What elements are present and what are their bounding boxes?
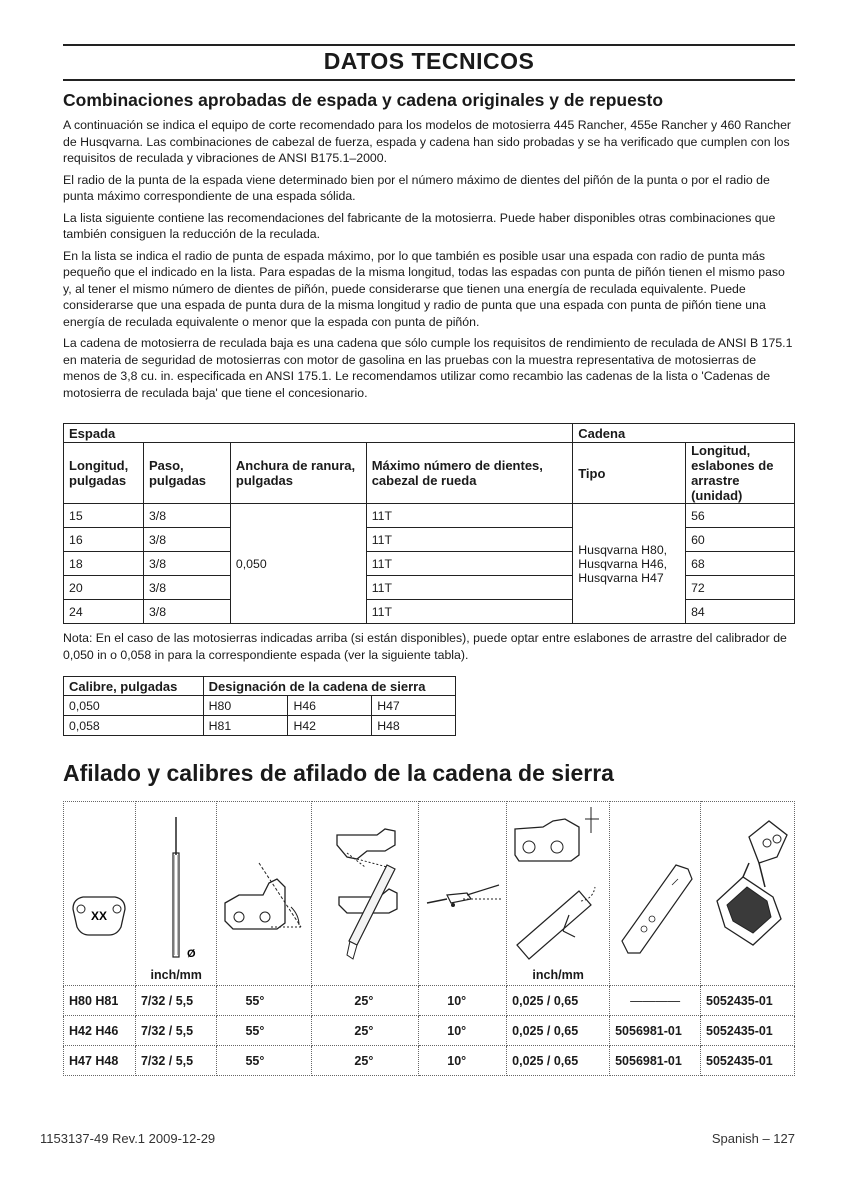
document-number: 1153137-49 Rev.1 2009-12-29 bbox=[40, 1131, 216, 1146]
chain-type: Husqvarna H46, bbox=[578, 556, 668, 571]
round-file-icon bbox=[156, 815, 196, 965]
cell-pitch: 3/8 bbox=[143, 600, 230, 624]
depth-gauge-cell bbox=[507, 802, 610, 986]
col-header-length: Longitud, pulgadas bbox=[64, 443, 144, 504]
file-tilt-cell bbox=[419, 802, 507, 986]
table-cell: 55° bbox=[217, 1016, 312, 1046]
table-row bbox=[64, 716, 456, 736]
note-text: Nota: En el caso de las motosierras indicadas arriba (si están disponibles), puede optar entre eslabones de arrastre del calibrador de 0,050 in o 0,058 in para la correspondiente espada (ver la siguiente tabla). bbox=[63, 631, 787, 662]
section-heading-sharpening: Afilado y calibres de afilado de la cadena de sierra bbox=[63, 760, 614, 786]
file-tilt-icon bbox=[423, 865, 503, 925]
cutter-marking-cell bbox=[64, 802, 136, 986]
table-cell: 7/32 / 5,5 bbox=[135, 1046, 217, 1076]
table-cell: H47 H48 bbox=[64, 1046, 136, 1076]
gauge-table bbox=[63, 676, 456, 736]
table-cell: H42 bbox=[288, 716, 372, 736]
cell-pitch: 3/8 bbox=[143, 576, 230, 600]
cell-pitch: 3/8 bbox=[143, 528, 230, 552]
chain-type: Husqvarna H47 bbox=[578, 570, 664, 585]
cell-teeth: 11T bbox=[366, 600, 573, 624]
cell-length: 24 bbox=[64, 600, 144, 624]
table-row bbox=[64, 552, 795, 576]
table-cell: 5052435-01 bbox=[701, 986, 795, 1016]
table-cell: 25° bbox=[312, 986, 419, 1016]
table-cell: 5052435-01 bbox=[701, 1016, 795, 1046]
col-header-gauge: Anchura de ranura, pulgadas bbox=[230, 443, 366, 504]
table-cell: 7/32 / 5,5 bbox=[135, 1016, 217, 1046]
chain-type: Husqvarna H80, bbox=[578, 542, 668, 557]
cell-teeth: 11T bbox=[366, 576, 573, 600]
col-header-drive-links: Longitud, eslabones de arrastre (unidad) bbox=[686, 443, 795, 504]
col-header-type: Tipo bbox=[573, 443, 686, 504]
table-cell: 7/32 / 5,5 bbox=[135, 986, 217, 1016]
table-row bbox=[64, 600, 795, 624]
cell-teeth: 11T bbox=[366, 552, 573, 576]
table-cell: 55° bbox=[217, 986, 312, 1016]
cutter-marking-icon bbox=[65, 881, 133, 951]
cell-links: 56 bbox=[686, 504, 795, 528]
cell-pitch: 3/8 bbox=[143, 552, 230, 576]
table-row bbox=[64, 986, 795, 1016]
table-row bbox=[64, 696, 456, 716]
table-row bbox=[64, 1046, 795, 1076]
table-cell: 10° bbox=[419, 986, 507, 1016]
cell-length: 16 bbox=[64, 528, 144, 552]
cell-links: 72 bbox=[686, 576, 795, 600]
cell-length: 18 bbox=[64, 552, 144, 576]
unit-label-file: inch/mm bbox=[150, 968, 202, 982]
table-cell: 10° bbox=[419, 1016, 507, 1046]
table-cell: H81 bbox=[203, 716, 288, 736]
table-cell: H46 bbox=[288, 696, 372, 716]
table-cell: 10° bbox=[419, 1046, 507, 1076]
page-number: Spanish – 127 bbox=[711, 1131, 795, 1146]
cell-links: 84 bbox=[686, 600, 795, 624]
paragraph: En la lista se indica el radio de punta de espada máximo, por lo que también es posible usar una espada con radio de punta más pequeño que el indicado en la lista. Para espadas de la misma longitud, todas las espadas con punta de piñón tienen el mismo paso y, al tener el mismo número de dientes de piñón, puede considerarse que tienen una energía de reculada equivalente. Puede considerarse que una espada de punta dura de la misma longitud y radio de punta que una espada con punta de piñón tiene una energía de reculada equivalente o menor que la espada con punta de piñón. bbox=[63, 248, 785, 329]
intro-text bbox=[63, 117, 795, 406]
table-cell: 25° bbox=[312, 1046, 419, 1076]
cell-teeth: 11T bbox=[366, 504, 573, 528]
table-cell: 0,050 bbox=[64, 696, 204, 716]
paragraph: El radio de la punta de la espada viene determinado bien por el número máximo de dientes del piñón de la punta o por el radio de punta máximo correspondiente de una espada sólida. bbox=[63, 172, 770, 203]
table-row bbox=[64, 528, 795, 552]
paragraph: La cadena de motosierra de reculada baja es una cadena que sólo cumple los requisitos de rendimiento de reculada de ANSI B 175.1 en materia de seguridad de motosierras con motor de gasolina en las pruebas con la muestra representativa de motosierras de menos de 3,8 cu. in. especificada en ANSI 175.1. Le recomendamos utilizar como recambio las cadenas de la lista o 'Cadenas de motosierra de reculada baja' que tiene el concesionario. bbox=[63, 336, 793, 400]
col-header-gauge-inches: Calibre, pulgadas bbox=[64, 677, 204, 696]
table-cell: H80 H81 bbox=[64, 986, 136, 1016]
cell-gauge: 0,050 bbox=[230, 504, 366, 624]
table-cell: 0,025 / 0,65 bbox=[507, 986, 610, 1016]
top-rule bbox=[63, 44, 795, 46]
file-holder-angle-cell bbox=[312, 802, 419, 986]
gauge-tool-cell bbox=[610, 802, 701, 986]
table-cell: H47 bbox=[372, 696, 456, 716]
table-cell: ———— bbox=[610, 986, 701, 1016]
cell-chain-type bbox=[573, 504, 686, 624]
depth-gauge-icon bbox=[509, 805, 607, 965]
unit-label-depth: inch/mm bbox=[532, 968, 584, 982]
table-row bbox=[64, 576, 795, 600]
page-title: DATOS TECNICOS bbox=[323, 48, 535, 74]
cell-length: 20 bbox=[64, 576, 144, 600]
cell-links: 68 bbox=[686, 552, 795, 576]
cell-length: 15 bbox=[64, 504, 144, 528]
table-cell: 25° bbox=[312, 1016, 419, 1046]
table-cell: H42 H46 bbox=[64, 1016, 136, 1046]
group-chain-header: Cadena bbox=[573, 424, 795, 443]
table-cell: 5056981-01 bbox=[610, 1016, 701, 1046]
cell-links: 60 bbox=[686, 528, 795, 552]
top-plate-angle-icon bbox=[219, 843, 309, 963]
section-heading-combinations: Combinaciones aprobadas de espada y cadena originales y de repuesto bbox=[63, 90, 664, 110]
paragraph: La lista siguiente contiene las recomendaciones del fabricante de la motosierra. Puede haber disponibles otras combinaciones que también consiguen la reducción de la reculada. bbox=[63, 210, 776, 241]
sharpening-table bbox=[63, 801, 795, 1076]
cell-teeth: 11T bbox=[366, 528, 573, 552]
col-header-pitch: Paso, pulgadas bbox=[143, 443, 230, 504]
title-rule bbox=[63, 79, 795, 81]
table-cell: 0,058 bbox=[64, 716, 204, 736]
table-cell: 55° bbox=[217, 1046, 312, 1076]
table-cell: 5052435-01 bbox=[701, 1046, 795, 1076]
table-cell: H48 bbox=[372, 716, 456, 736]
table-cell: 0,025 / 0,65 bbox=[507, 1016, 610, 1046]
col-header-chain-designation: Designación de la cadena de sierra bbox=[203, 677, 455, 696]
filing-guide-cell bbox=[701, 802, 795, 986]
col-header-max-teeth: Máximo número de dientes, cabezal de rueda bbox=[366, 443, 573, 504]
table-cell: 5056981-01 bbox=[610, 1046, 701, 1076]
cell-pitch: 3/8 bbox=[143, 504, 230, 528]
group-bar-header: Espada bbox=[64, 424, 573, 443]
table-cell: 0,025 / 0,65 bbox=[507, 1046, 610, 1076]
cutter-xx-label: XX bbox=[91, 909, 108, 923]
diameter-symbol: Ø bbox=[187, 948, 196, 960]
round-file-cell bbox=[135, 802, 217, 986]
table-row bbox=[64, 504, 795, 528]
gauge-tool-icon bbox=[612, 845, 698, 965]
paragraph: A continuación se indica el equipo de corte recomendado para los modelos de motosierra 445 Rancher, 455e Rancher y 460 Rancher de Husqvarna. Las combinaciones de cabezal de fuerza, espada y cadena han sido probadas y se ha verificado que cumplen con los requisitos de reculada y vibraciones de ANSI B175.1–2000. bbox=[63, 118, 792, 165]
table-cell: H80 bbox=[203, 696, 288, 716]
table-row bbox=[64, 1016, 795, 1046]
file-holder-angle-icon bbox=[317, 805, 413, 965]
top-plate-angle-cell bbox=[217, 802, 312, 986]
filing-guide-icon bbox=[703, 817, 793, 967]
bar-chain-table bbox=[63, 423, 795, 624]
